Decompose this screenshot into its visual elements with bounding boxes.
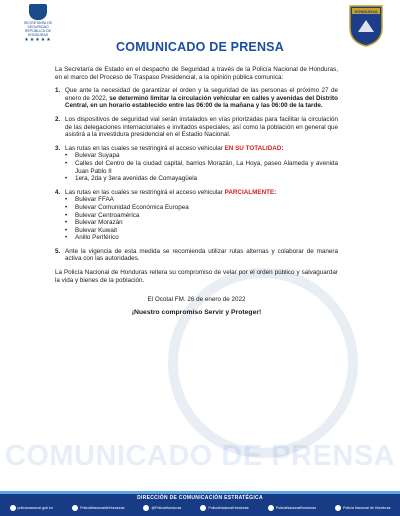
point-3: 3. Las rutas en las cuales se restringirá el acceso vehicular EN SU TOTALIDAD: • Bulevar Suyapa • Calles del Centro de la ciudad capital, barrios Morazán, La Hoya, paseo Alameda y avenida Juan Pablo II • 1era, 2da y 3era avenidas de Comayagüela <box>55 145 338 183</box>
partial-routes-list <box>65 196 338 242</box>
social-label: @PoliciaHonduras <box>151 506 182 510</box>
point-number: 4. <box>55 188 61 196</box>
youtube-icon <box>268 505 274 511</box>
closing-paragraph: La Policía Nacional de Honduras reitera su compromiso de velar por el orden público y salvaguardar la vida y bienes de la población. <box>55 269 338 284</box>
point-number: 3. <box>55 144 61 152</box>
point-5 <box>55 248 338 263</box>
left-org-name: SECRETARÍA DE SEGURIDAD REPÚBLICA DE HONDURAS <box>23 21 53 37</box>
route-item: • Bulevar Morazán <box>65 219 338 227</box>
social-label: PolicíaNacionaldeHonduras <box>80 506 125 510</box>
point-4: 4. Las rutas en las cuales se restringirá el acceso vehicular PARCIALMENTE: • Bulevar FFAA • Bulevar Comunidad Económica Europea • Bulevar Centroamérica • Bulevar Morazán • Bulevar Kuwait • Anillo Periférico <box>55 189 338 242</box>
dateline: El Ocotal FM. 26 de enero de 2022 <box>147 296 246 304</box>
social-link-web[interactable] <box>10 505 54 511</box>
social-links <box>0 502 400 514</box>
badge-text: HONDURAS <box>354 8 378 14</box>
social-link-twitter[interactable] <box>143 505 181 511</box>
partial-restriction-label: PARCIALMENTE <box>224 188 275 196</box>
watermark-text: COMUNICADO DE PRENSA <box>4 440 396 472</box>
route-item: • Bulevar Centroamérica <box>65 212 338 220</box>
route-item: • Bulevar Comunidad Económica Europea <box>65 204 338 212</box>
point-text: Las rutas en las cuales se restringirá el acceso vehicular <box>65 144 225 152</box>
social-label: policianacional.gob.hn <box>17 506 54 510</box>
route-item: • 1era, 2da y 3era avenidas de Comayagüela <box>65 175 338 183</box>
coat-of-arms-icon <box>29 4 47 20</box>
footer-title: DIRECCIÓN DE COMUNICACIÓN ESTRATÉGICA <box>137 495 263 501</box>
page-title: COMUNICADO DE PRENSA <box>116 40 284 54</box>
social-label: PolicíaNacionalHonduras <box>275 506 317 510</box>
footer <box>0 491 400 516</box>
route-item: • Anillo Periférico <box>65 234 338 242</box>
globe-icon <box>10 505 16 511</box>
point-1 <box>55 87 338 110</box>
point-bold-text: se determinó limitar la circulación vehicular en calles y avenidas del Distrito Central, en un horario establecido entre las 06:00 de la mañana y las 06:00 de la tarde. <box>65 94 338 110</box>
instagram-icon <box>200 505 206 511</box>
intro-paragraph: La Secretaría de Estado en el despacho de Seguridad a través de la Policía Nacional de Honduras, en el marco del Proceso de Traspaso Presidencial, a la opinión pública comunica: <box>55 66 338 81</box>
point-text: Los dispositivos de seguridad vial serán instalados en vías priorizadas para facilitar la circulación de las delegaciones internacionales e invitados especiales, así como la población en general que asistirá a la investidura presidencial en el Estadio Nacional. <box>65 115 338 139</box>
twitter-icon <box>143 505 149 511</box>
social-label: Policía Nacional de Honduras <box>343 506 391 510</box>
stars-icon: ★★★★★ <box>24 37 52 43</box>
social-link-youtube[interactable] <box>268 505 316 511</box>
route-item: • Bulevar Suyapa <box>65 152 338 160</box>
press-release-body <box>55 66 338 316</box>
social-label: PolicíaNacionalHonduras <box>208 506 249 510</box>
route-item: • Bulevar FFAA <box>65 196 338 204</box>
point-number: 2. <box>55 115 61 123</box>
point-text: Ante la vigencia de esta medida se recomienda utilizar rutas alternas y colaborar de manera activa con las autoridades. <box>65 247 338 263</box>
point-text: Las rutas en las cuales se restringirá el acceso vehicular <box>65 188 225 196</box>
social-link-tiktok[interactable] <box>335 505 390 511</box>
total-routes-list <box>65 152 338 182</box>
point-2 <box>55 116 338 139</box>
facebook-icon <box>72 505 78 511</box>
route-item: • Bulevar Kuwait <box>65 227 338 235</box>
point-number: 1. <box>55 87 61 95</box>
social-link-instagram[interactable] <box>200 505 248 511</box>
motto: ¡Nuestro compromiso Servir y Proteger! <box>131 308 262 316</box>
social-link-facebook[interactable] <box>72 505 124 511</box>
total-restriction-label: EN SU TOTALIDAD <box>224 144 282 152</box>
route-item: • Calles del Centro de la ciudad capital, barrios Morazán, La Hoya, paseo Alameda y avenida Juan Pablo II <box>65 160 338 175</box>
point-number: 5. <box>55 247 61 255</box>
tiktok-icon <box>335 505 341 511</box>
point-text: Que ante la necesidad de garantizar el orden y la seguridad de las personas el próximo 27 de enero de 2022, <box>65 87 338 102</box>
